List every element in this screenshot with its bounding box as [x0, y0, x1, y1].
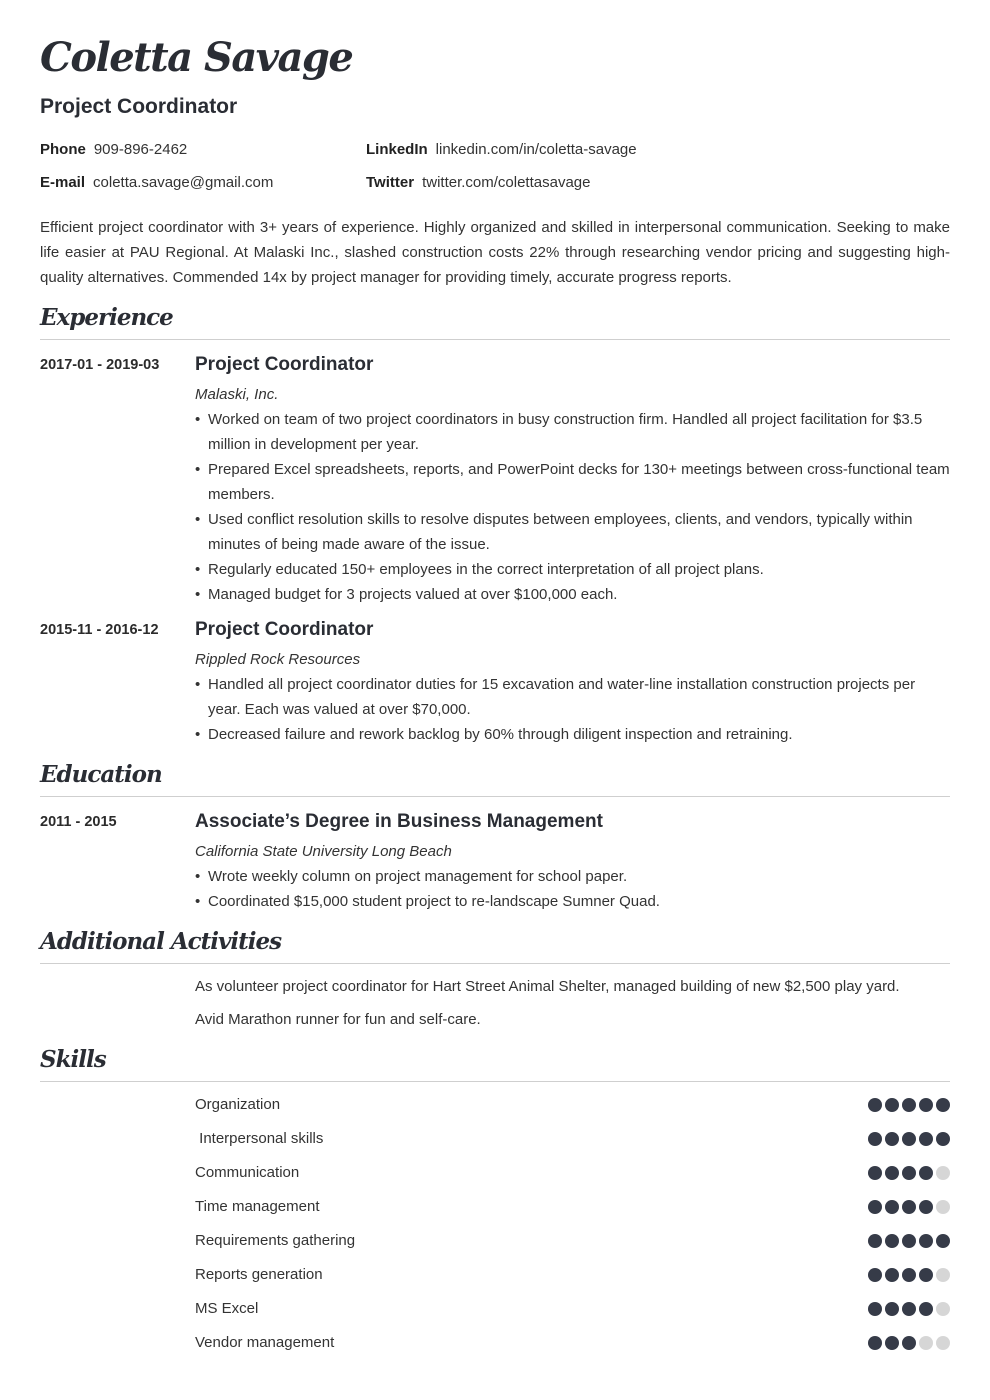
skill-name: Organization [195, 1096, 281, 1113]
rating-dot-filled [919, 1234, 933, 1248]
activity-item: Avid Marathon runner for fun and self-care. [195, 1011, 481, 1028]
rating-dot-filled [902, 1302, 916, 1316]
rating-dot-empty [919, 1336, 933, 1350]
candidate-name: Coletta Savage [40, 34, 353, 81]
section-divider [40, 796, 950, 797]
skill-name: Time management [195, 1198, 320, 1215]
rating-dot-filled [919, 1200, 933, 1214]
list-item: • Managed budget for 3 projects valued at over $100,000 each. [195, 582, 951, 607]
rating-dot-empty [936, 1268, 950, 1282]
rating-dot-filled [919, 1166, 933, 1180]
rating-dot-filled [868, 1336, 882, 1350]
twitter-label: Twitter [366, 174, 415, 191]
rating-dot-filled [868, 1200, 882, 1214]
rating-dot-filled [868, 1234, 882, 1248]
skill-row [195, 1163, 950, 1183]
experience-company: Rippled Rock Resources [195, 651, 361, 668]
section-divider [40, 963, 950, 964]
rating-dot-empty [936, 1336, 950, 1350]
education-school: California State University Long Beach [195, 843, 452, 860]
section-divider [40, 1081, 950, 1082]
contact-phone [40, 141, 187, 158]
experience-title: Project Coordinator [195, 354, 374, 375]
skill-rating [868, 1166, 950, 1180]
list-item: • Used conflict resolution skills to resolve disputes between employees, clients, and vendors, typically within minutes of being made aware of the issue. [195, 507, 951, 557]
rating-dot-filled [885, 1268, 899, 1282]
section-title-activities: Additional Activities [40, 928, 282, 955]
rating-dot-filled [902, 1132, 916, 1146]
rating-dot-filled [902, 1166, 916, 1180]
skill-row [195, 1197, 950, 1217]
skill-name: Requirements gathering [195, 1232, 356, 1249]
skill-rating [868, 1132, 950, 1146]
list-item: • Handled all project coordinator duties for 15 excavation and water-line installation construction projects per year. Each was valued at over $70,000. [195, 672, 951, 722]
candidate-role: Project Coordinator [40, 95, 238, 118]
skill-rating [868, 1234, 950, 1248]
activity-item: As volunteer project coordinator for Hart Street Animal Shelter, managed building of new $2,500 play yard. [195, 978, 900, 995]
email-label: E-mail [40, 174, 86, 191]
phone-label: Phone [40, 141, 86, 158]
rating-dot-filled [885, 1336, 899, 1350]
rating-dot-filled [902, 1336, 916, 1350]
skill-name: Communication [195, 1164, 300, 1181]
rating-dot-filled [936, 1098, 950, 1112]
skill-row [195, 1333, 950, 1353]
email-value[interactable]: coletta.savage@gmail.com [93, 174, 274, 191]
list-item: • Decreased failure and rework backlog by 60% through diligent inspection and retraining. [195, 722, 951, 747]
skill-rating [868, 1336, 950, 1350]
skill-rating [868, 1268, 950, 1282]
list-item: • Prepared Excel spreadsheets, reports, and PowerPoint decks for 130+ meetings between cross-functional team members. [195, 457, 951, 507]
linkedin-value[interactable]: linkedin.com/in/coletta-savage [435, 141, 637, 158]
rating-dot-filled [902, 1268, 916, 1282]
skill-name: Vendor management [195, 1334, 335, 1351]
experience-dates: 2017-01 - 2019-03 [40, 357, 160, 373]
summary: Efficient project coordinator with 3+ years of experience. Highly organized and skilled in interpersonal communication. Seeking to make life easier at PAU Regional. At Malaski Inc., slashed construction costs 22% through researching vendor pricing and suggesting high-quality alternatives. Commended 14x by project manager for providing timely, accurate progress reports. [40, 219, 950, 286]
rating-dot-filled [919, 1268, 933, 1282]
experience-bullets [195, 672, 951, 747]
experience-company: Malaski, Inc. [195, 386, 279, 403]
rating-dot-filled [902, 1200, 916, 1214]
rating-dot-empty [936, 1200, 950, 1214]
education-dates: 2011 - 2015 [40, 814, 117, 830]
rating-dot-filled [936, 1234, 950, 1248]
rating-dot-filled [885, 1302, 899, 1316]
section-title-education: Education [40, 761, 162, 788]
rating-dot-filled [885, 1166, 899, 1180]
skill-rating [868, 1302, 950, 1316]
experience-title: Project Coordinator [195, 619, 374, 640]
twitter-value[interactable]: twitter.com/colettasavage [422, 174, 591, 191]
rating-dot-filled [868, 1098, 882, 1112]
skill-rating [868, 1098, 950, 1112]
rating-dot-empty [936, 1166, 950, 1180]
contact-email [40, 174, 273, 191]
rating-dot-filled [902, 1234, 916, 1248]
rating-dot-empty [936, 1302, 950, 1316]
skill-row [195, 1265, 950, 1285]
section-title-experience: Experience [40, 304, 173, 331]
skill-row [195, 1231, 950, 1251]
skill-row [195, 1095, 950, 1115]
rating-dot-filled [885, 1234, 899, 1248]
list-item: • Coordinated $15,000 student project to re-landscape Sumner Quad. [195, 889, 951, 914]
contact-linkedin [366, 141, 637, 158]
rating-dot-filled [936, 1132, 950, 1146]
rating-dot-filled [885, 1098, 899, 1112]
experience-bullets [195, 407, 951, 607]
skill-name: Reports generation [195, 1266, 323, 1283]
rating-dot-filled [919, 1302, 933, 1316]
rating-dot-filled [919, 1132, 933, 1146]
education-degree: Associate’s Degree in Business Management [195, 811, 603, 832]
list-item: • Regularly educated 150+ employees in the correct interpretation of all project plans. [195, 557, 951, 582]
education-bullets [195, 864, 951, 914]
contact-twitter [366, 174, 590, 191]
rating-dot-filled [885, 1200, 899, 1214]
rating-dot-filled [902, 1098, 916, 1112]
skill-row [195, 1129, 950, 1149]
section-title-skills: Skills [40, 1046, 106, 1073]
linkedin-label: LinkedIn [366, 141, 428, 158]
list-item: • Worked on team of two project coordinators in busy construction firm. Handled all project facilitation for $3.5 million in development per year. [195, 407, 951, 457]
list-item: • Wrote weekly column on project management for school paper. [195, 864, 951, 889]
section-divider [40, 339, 950, 340]
skill-rating [868, 1200, 950, 1214]
experience-dates: 2015-11 - 2016-12 [40, 622, 159, 638]
rating-dot-filled [885, 1132, 899, 1146]
rating-dot-filled [868, 1132, 882, 1146]
skill-row [195, 1299, 950, 1319]
skill-name: Interpersonal skills [195, 1130, 324, 1147]
rating-dot-filled [868, 1166, 882, 1180]
phone-value: 909-896-2462 [93, 141, 188, 158]
rating-dot-filled [868, 1302, 882, 1316]
rating-dot-filled [919, 1098, 933, 1112]
rating-dot-filled [868, 1268, 882, 1282]
skill-name: MS Excel [195, 1300, 259, 1317]
